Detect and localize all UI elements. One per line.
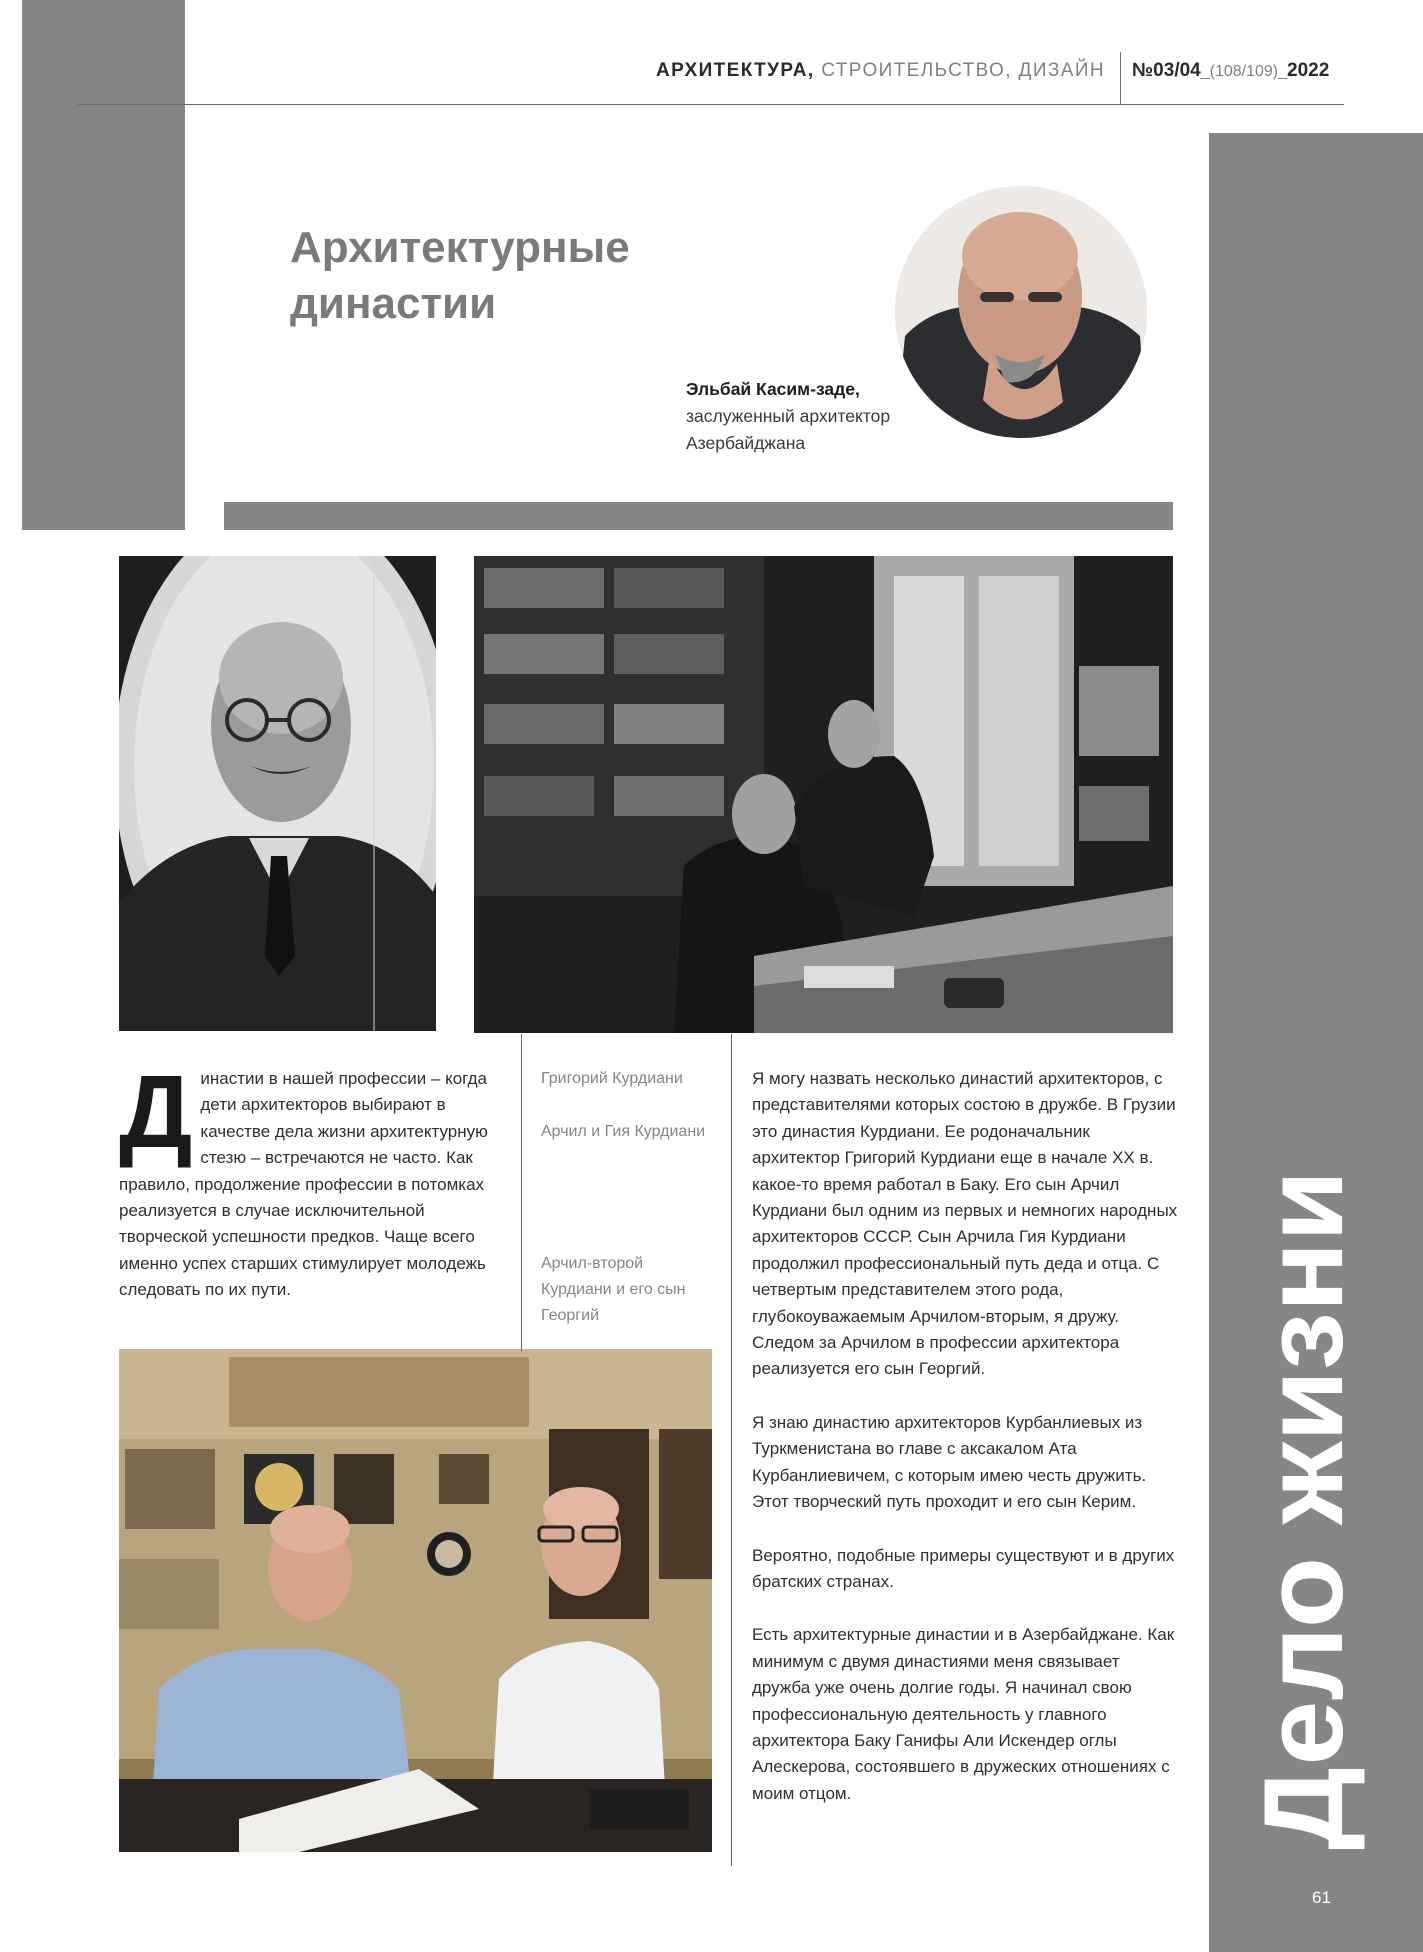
title-line-2: династии: [290, 279, 497, 328]
body-paragraph-1: Я могу назвать несколько династий архитекторов, с представителями которых состою в дружбе. В Грузии это династия Курдиани. Ее родоначальник архитектор Григорий Курдиани еще в начале XX в. какое-то время работал в Баку. Его сын Арчил Курдиани был одним из первых и немногих народных архитекторов СССР. Сын Арчила Гия Курдиани продолжил профессиональный путь деда и отца. С четвертым представителем этого рода, глубокоуважаемым Арчилом-вторым, я дружу. Следом за Арчилом в профессии архитектора реализуется его сын Георгий.: [752, 1069, 1178, 1379]
caption-archil-and-gia: Арчил и Гия Курдиани: [541, 1123, 706, 1140]
author-role-line-1: заслуженный архитектор: [686, 406, 891, 426]
body-paragraph-2: Я знаю династию архитекторов Курбанлиевых из Туркменистана во главе с аксакалом Ата Курбанлиевичем, с которым имею честь дружить. Этот творческий путь проходит и его сын Керим.: [752, 1412, 1147, 1512]
title-line-1: Архитектурные: [290, 223, 630, 272]
author-name: Эльбай Касим-заде,: [686, 379, 860, 399]
body-paragraph-4: Есть архитектурные династии и в Азербайджане. Как минимум с двумя династиями меня связывает дружба уже очень долгие годы. Я начинал свою профессиональную деятельность у главного архитектора Баку Ганифы Али Искендер оглы Алескерова, состоявшего в дружеских отношениях с моим отцом.: [752, 1625, 1175, 1803]
rubric-vertical-label: [1209, 1160, 1423, 1860]
rubric-text: Дело жизни: [1241, 1196, 1366, 1850]
top-left-gray-block: [22, 0, 185, 530]
article-body: [752, 1066, 1182, 1834]
article-title: [290, 220, 630, 332]
body-paragraph-3: Вероятно, подобные примеры существуют и в других братских странах.: [752, 1545, 1175, 1591]
header-separator: [1120, 52, 1121, 104]
caption-archil-second-and-georgy: Арчил-второй Курдиани и его сын Георгий: [541, 1255, 686, 1324]
photo-grigory-kurdiani: [119, 556, 436, 1031]
drop-cap: Д: [119, 1054, 193, 1169]
caption-grigory-kurdiani: Григорий Курдиани: [541, 1070, 683, 1087]
author-credit: [686, 376, 890, 457]
author-role-line-2: Азербайджана: [686, 433, 806, 453]
issue-number: №03/04_(108/109)_2022: [1132, 60, 1330, 81]
page-number: 61: [1312, 1888, 1331, 1907]
column-rule-right: [731, 1034, 732, 1866]
intro-paragraph: [119, 1054, 499, 1304]
photo-archil-and-gia-kurdiani: [474, 556, 1173, 1033]
header-rule: [78, 104, 1344, 105]
photo-archil-second-and-georgy: [119, 1349, 712, 1852]
column-rule-left: [521, 1034, 522, 1351]
title-gray-bar: [224, 502, 1173, 530]
author-portrait: [895, 186, 1147, 438]
intro-text: инастии в нашей профессии – когда дети архитекторов выбирают в качестве дела жизни архитектурную стезю – встречаются не часто. Как правило, продолжение профессии в потомках реализуется в случае исключительной творческой успешности предков. Чаще всего именно успех старших стимулирует молодежь следовать по их пути.: [119, 1069, 488, 1300]
journal-section-name: АРХИТЕКТУРА, СТРОИТЕЛЬСТВО, ДИЗАЙН: [656, 60, 1105, 81]
